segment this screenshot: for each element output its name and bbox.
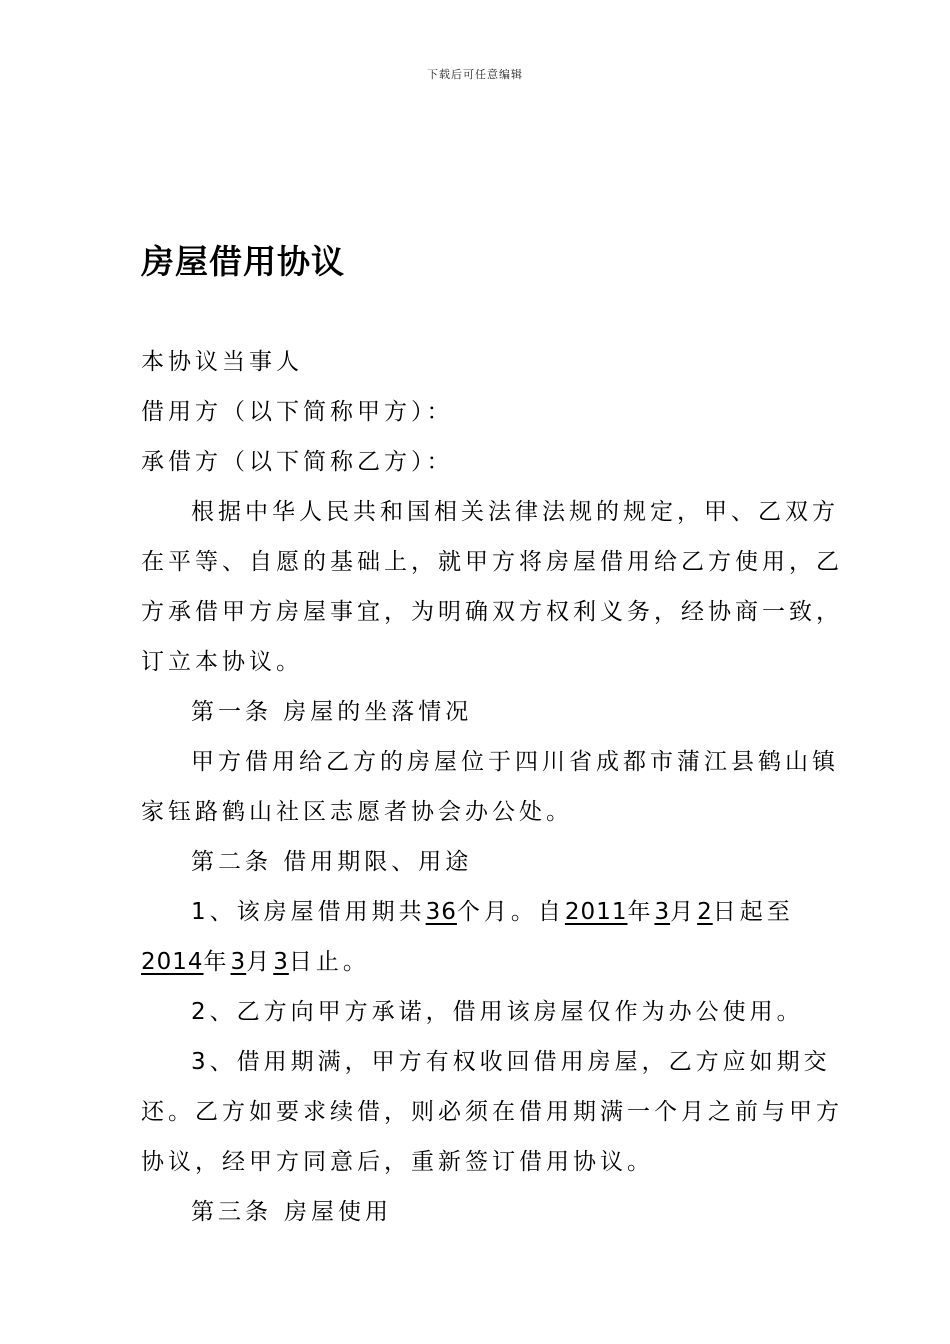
preamble-line-2: 在平等、自愿的基础上，就甲方将房屋借用给乙方使用，乙 [141,549,843,575]
borrower-line: 承借方（以下简称乙方）： [141,449,454,475]
article-2-heading: 第二条 借用期限、用途 [191,849,473,875]
article-2-clause-1-line-2 [141,937,821,987]
start-day-value: 2 [697,899,713,925]
article-3-heading-text: 房屋使用 [284,1199,392,1225]
end-month-value: 3 [230,949,247,975]
clause-1-mid-1: 个月。自 [456,899,565,925]
start-year-label: 年 [627,899,655,925]
document-title: 房屋借用协议 [141,242,345,281]
clause-1-mid-2: 日起至 [712,899,794,925]
article-2-clause-3-line-3: 协议，经甲方同意后，重新签订借用协议。 [141,1149,654,1175]
lender-line: 借用方（以下简称甲方）： [141,399,454,425]
article-1-line-1: 甲方借用给乙方的房屋位于四川省成都市蒲江县鹤山镇 [191,749,839,775]
end-month-label: 月 [246,949,274,975]
article-1-line-2: 家钰路鹤山社区志愿者协会办公处。 [141,799,573,825]
end-year-label: 年 [203,949,231,975]
article-1-heading: 第一条 房屋的坐落情况 [191,699,473,725]
article-2-clause-1-line-1 [141,887,821,937]
header-note: 下载后可任意编辑 [427,68,523,81]
clause-1-suffix: 日止。 [288,949,370,975]
article-2-clause-3-line-1: 3、借用期满，甲方有权收回借用房屋，乙方应如期交 [191,1049,831,1075]
article-2-clause-3-line-2: 还。乙方如要求续借，则必须在借用期满一个月之前与甲方 [141,1099,843,1125]
end-day-value: 3 [273,949,289,975]
start-year-value: 2011 [564,899,628,925]
preamble-line-4: 订立本协议。 [141,649,303,675]
start-month-label: 月 [670,899,698,925]
parties-intro: 本协议当事人 [141,349,303,375]
clause-1-prefix: 1、该房屋借用期共 [191,899,426,925]
start-month-value: 3 [654,899,671,925]
article-3-heading-number: 第三条 [191,1199,272,1225]
article-3-heading [141,1187,821,1237]
article-2-clause-2: 2、乙方向甲方承诺，借用该房屋仅作为办公使用。 [191,999,804,1025]
preamble-line-3: 方承借甲方房屋事宜，为明确双方权利义务，经协商一致， [141,599,843,625]
borrow-months-value: 36 [425,899,457,925]
document-body [141,337,843,1237]
preamble-line-1: 根据中华人民共和国相关法律法规的规定，甲、乙双方 [191,499,839,525]
end-year-value: 2014 [141,949,204,975]
